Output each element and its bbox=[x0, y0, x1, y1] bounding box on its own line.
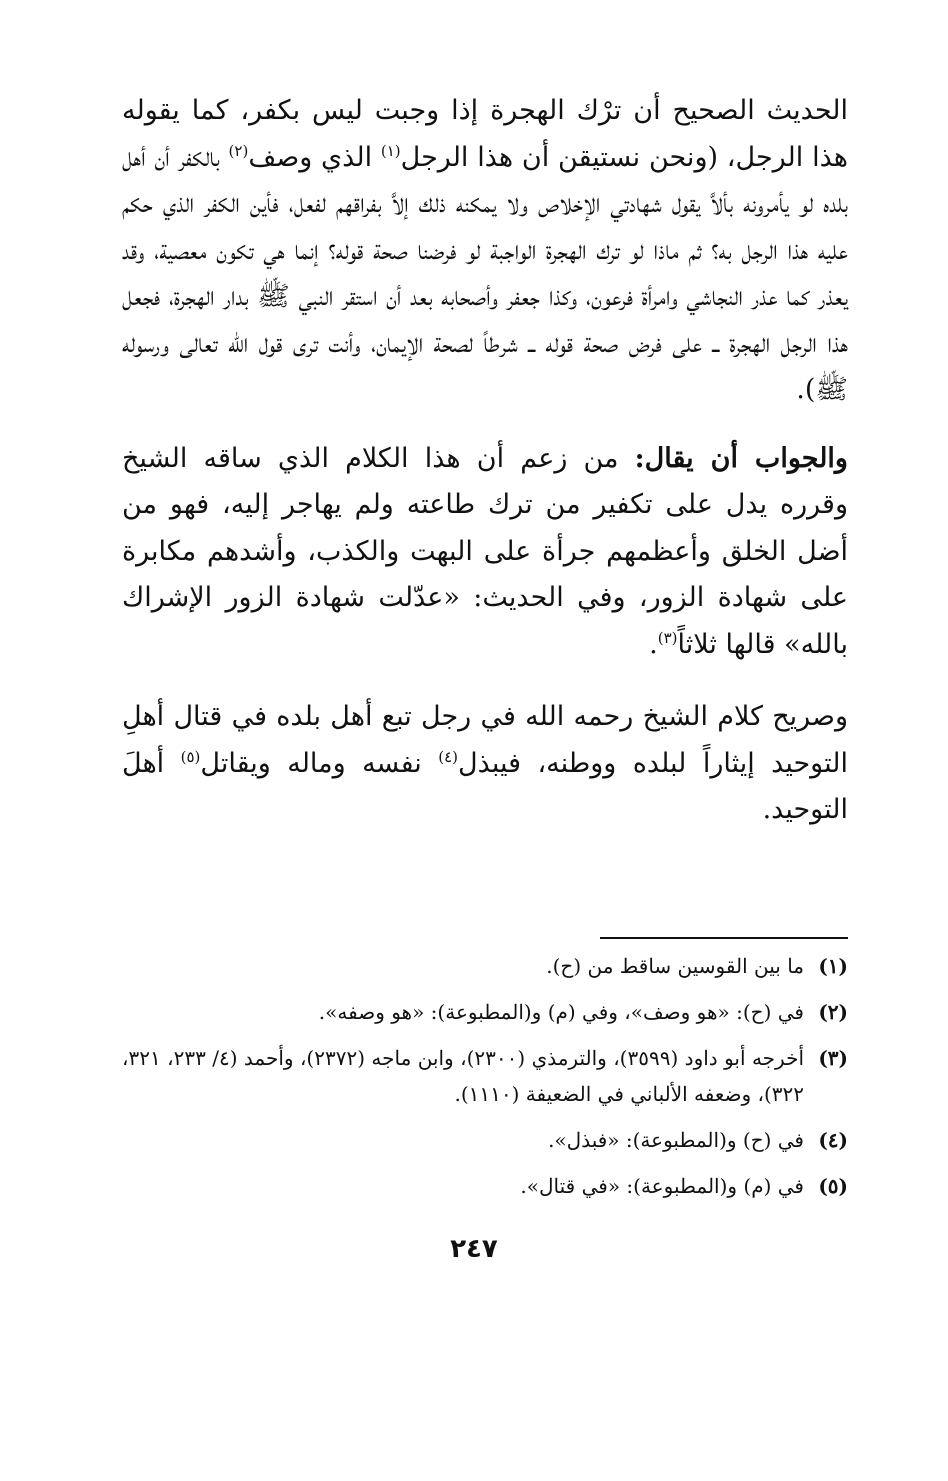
paragraph-2-lead: والجواب أن يقال: bbox=[634, 442, 848, 474]
footnote-item bbox=[122, 994, 848, 1030]
footnote-number: (٤) bbox=[818, 1128, 848, 1152]
footnote-text: ما بين القوسين ساقط من (ح). bbox=[546, 954, 804, 978]
paragraph-3-text-c: أهلَ التوحيد. bbox=[122, 747, 848, 825]
footnote-item bbox=[122, 1168, 848, 1204]
paragraph-1 bbox=[122, 88, 848, 414]
footnote-text: في (ح): «هو وصف»، وفي (م) و(المطبوعة): «هو وصفه». bbox=[318, 1000, 804, 1024]
paragraph-3 bbox=[122, 694, 848, 834]
main-text bbox=[122, 88, 848, 834]
footnote-number: (١) bbox=[818, 954, 848, 978]
footnote-ref-3[interactable]: (٣) bbox=[657, 628, 678, 647]
footnote-item bbox=[122, 1040, 848, 1112]
footnote-separator bbox=[600, 937, 848, 939]
footnotes bbox=[122, 948, 848, 1214]
footnote-number: (٣) bbox=[818, 1046, 848, 1070]
paragraph-3-text-b: نفسه وماله ويقاتل bbox=[200, 747, 439, 779]
footnote-item bbox=[122, 948, 848, 984]
footnote-ref-1[interactable]: (١) bbox=[380, 141, 401, 160]
footnote-text: أخرجه أبو داود (٣٥٩٩)، والترمذي (٢٣٠٠)، وابن ماجه (٢٣٧٢)، وأحمد (٤/ ٢٣٣، ٣٢١، ٣٢٢)، وضعفه الألباني في الضعيفة (١١١٠). bbox=[122, 1046, 804, 1106]
page-number: ٢٤٧ bbox=[450, 1234, 498, 1264]
paragraph-2-text-b: . bbox=[649, 628, 658, 660]
footnote-text: في (ح) و(المطبوعة): «فبذل». bbox=[548, 1128, 804, 1152]
paragraph-1-text-b: الذي وصف bbox=[248, 141, 381, 173]
footnote-item bbox=[122, 1122, 848, 1158]
footnote-number: (٢) bbox=[818, 1000, 848, 1024]
paragraph-2 bbox=[122, 436, 848, 669]
paragraph-3-text-a: وصريح كلام الشيخ رحمه الله في رجل تبع أهل بلده في قتال أهلِ التوحيد إيثاراً لبلده ووطنه، فيبذل bbox=[122, 701, 849, 779]
paragraph-1-text-c: بالكفر أن أهل بلده لو يأمرونه بألاَّ يقول شهادتي الإخلاص ولا يمكنه ذلك إلاَّ بفراقهم لفعل، فأين الكفر الذي حكم عليه هذا الرجل به؟ ثم ماذا لو ترك الهجرة الواجبة لو فرضنا صحة قوله؟ إنما هي تكون معصية، وقد يعذر كما عذر النجاشي وامرأة فرعون، وكذا جعفر وأصحابه بعد أن استقر النبي ﷺ بدار الهجرة، فجعل هذا الرجل الهجرة ــ على فرض صحة قوله ــ شرطاً لصحة الإيمان، وأنت ترى قول الله تعالى ورسوله ﷺ). bbox=[122, 141, 848, 405]
footnote-ref-2[interactable]: (٢) bbox=[228, 141, 249, 160]
paragraph-1-text-a: الحديث الصحيح أن ترْك الهجرة إذا وجبت ليس بكفر، كما يقوله هذا الرجل، (ونحن نستيقن أن هذا الرجل bbox=[122, 95, 848, 173]
footnote-ref-5[interactable]: (٥) bbox=[180, 747, 201, 766]
paragraph-2-text-a: من زعم أن هذا الكلام الذي ساقه الشيخ وقرره يدل على تكفير من ترك طاعته ولم يهاجر إليه، فهو من أضل الخلق وأعظمهم جرأة على البهت والكذب، وأشدهم مكابرة على شهادة الزور، وفي الحديث: «عدّلت شهادة الزور الإشراك بالله» قالها ثلاثاً bbox=[122, 442, 848, 660]
footnote-ref-4[interactable]: (٤) bbox=[438, 747, 459, 766]
footnote-number: (٥) bbox=[818, 1174, 848, 1198]
footnote-text: في (م) و(المطبوعة): «في قتال». bbox=[520, 1174, 804, 1198]
